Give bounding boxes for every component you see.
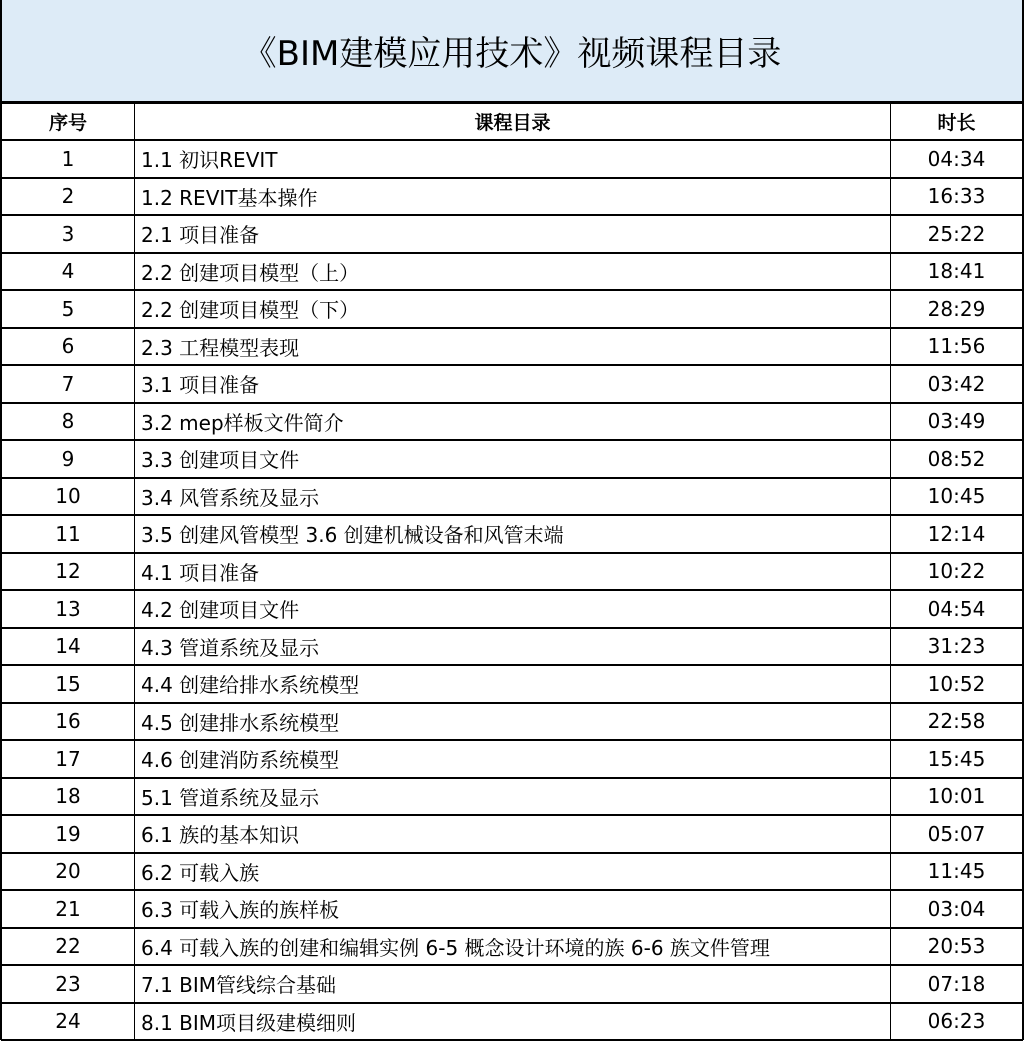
- table-row: [2, 328, 1023, 366]
- course-table: [1, 103, 1023, 1041]
- row-index: 18: [2, 778, 135, 816]
- table-row: [2, 403, 1023, 441]
- row-course: 6.2 可载入族: [135, 853, 891, 891]
- row-index: 6: [2, 328, 135, 366]
- header-course: 课程目录: [135, 104, 891, 141]
- row-index: 11: [2, 515, 135, 553]
- row-duration: 10:45: [891, 478, 1023, 516]
- table-row: [2, 590, 1023, 628]
- row-index: 2: [2, 178, 135, 216]
- table-row: [2, 740, 1023, 778]
- row-duration: 06:23: [891, 1003, 1023, 1041]
- table-row: [2, 778, 1023, 816]
- row-index: 4: [2, 253, 135, 291]
- table-row: [2, 665, 1023, 703]
- row-course: 4.1 项目准备: [135, 553, 891, 591]
- row-duration: 18:41: [891, 253, 1023, 291]
- row-course: 2.3 工程模型表现: [135, 328, 891, 366]
- row-index: 9: [2, 440, 135, 478]
- header-index: 序号: [2, 104, 135, 141]
- header-row: [2, 104, 1023, 141]
- table-row: [2, 628, 1023, 666]
- row-index: 20: [2, 853, 135, 891]
- row-index: 24: [2, 1003, 135, 1041]
- row-duration: 16:33: [891, 178, 1023, 216]
- row-course: 7.1 BIM管线综合基础: [135, 965, 891, 1003]
- row-course: 2.2 创建项目模型（上）: [135, 253, 891, 291]
- row-index: 12: [2, 553, 135, 591]
- row-duration: 15:45: [891, 740, 1023, 778]
- row-index: 3: [2, 215, 135, 253]
- row-index: 13: [2, 590, 135, 628]
- row-course: 4.3 管道系统及显示: [135, 628, 891, 666]
- row-course: 6.3 可载入族的族样板: [135, 890, 891, 928]
- row-course: 4.2 创建项目文件: [135, 590, 891, 628]
- table-row: [2, 215, 1023, 253]
- row-index: 23: [2, 965, 135, 1003]
- row-index: 8: [2, 403, 135, 441]
- row-course: 6.4 可载入族的创建和编辑实例 6-5 概念设计环境的族 6-6 族文件管理: [135, 928, 891, 966]
- row-index: 16: [2, 703, 135, 741]
- row-index: 17: [2, 740, 135, 778]
- row-duration: 04:54: [891, 590, 1023, 628]
- page-title: 《BIM建模应用技术》视频课程目录: [1, 0, 1023, 103]
- row-duration: 03:49: [891, 403, 1023, 441]
- row-course: 4.5 创建排水系统模型: [135, 703, 891, 741]
- table-row: [2, 815, 1023, 853]
- row-duration: 20:53: [891, 928, 1023, 966]
- table-row: [2, 1003, 1023, 1041]
- table-row: [2, 965, 1023, 1003]
- row-course: 4.4 创建给排水系统模型: [135, 665, 891, 703]
- row-duration: 04:34: [891, 140, 1023, 178]
- header-duration: 时长: [891, 104, 1023, 141]
- row-course: 3.1 项目准备: [135, 365, 891, 403]
- row-duration: 28:29: [891, 290, 1023, 328]
- row-duration: 05:07: [891, 815, 1023, 853]
- table-row: [2, 515, 1023, 553]
- row-course: 1.1 初识REVIT: [135, 140, 891, 178]
- row-index: 5: [2, 290, 135, 328]
- row-duration: 11:56: [891, 328, 1023, 366]
- table-row: [2, 853, 1023, 891]
- row-duration: 12:14: [891, 515, 1023, 553]
- row-index: 7: [2, 365, 135, 403]
- table-row: [2, 290, 1023, 328]
- table-row: [2, 253, 1023, 291]
- row-index: 10: [2, 478, 135, 516]
- row-course: 6.1 族的基本知识: [135, 815, 891, 853]
- row-duration: 03:04: [891, 890, 1023, 928]
- table-row: [2, 365, 1023, 403]
- table-row: [2, 890, 1023, 928]
- row-course: 2.2 创建项目模型（下）: [135, 290, 891, 328]
- row-duration: 25:22: [891, 215, 1023, 253]
- row-index: 1: [2, 140, 135, 178]
- row-course: 5.1 管道系统及显示: [135, 778, 891, 816]
- row-duration: 31:23: [891, 628, 1023, 666]
- table-row: [2, 478, 1023, 516]
- row-duration: 08:52: [891, 440, 1023, 478]
- row-course: 3.3 创建项目文件: [135, 440, 891, 478]
- table-row: [2, 553, 1023, 591]
- row-course: 3.4 风管系统及显示: [135, 478, 891, 516]
- table-row: [2, 178, 1023, 216]
- row-course: 1.2 REVIT基本操作: [135, 178, 891, 216]
- row-course: 3.5 创建风管模型 3.6 创建机械设备和风管末端: [135, 515, 891, 553]
- row-index: 14: [2, 628, 135, 666]
- table-row: [2, 440, 1023, 478]
- table-row: [2, 140, 1023, 178]
- row-duration: 10:01: [891, 778, 1023, 816]
- row-course: 4.6 创建消防系统模型: [135, 740, 891, 778]
- row-index: 22: [2, 928, 135, 966]
- row-index: 19: [2, 815, 135, 853]
- row-course: 2.1 项目准备: [135, 215, 891, 253]
- row-duration: 10:52: [891, 665, 1023, 703]
- row-index: 21: [2, 890, 135, 928]
- row-duration: 10:22: [891, 553, 1023, 591]
- table-row: [2, 928, 1023, 966]
- row-course: 8.1 BIM项目级建模细则: [135, 1003, 891, 1041]
- row-duration: 11:45: [891, 853, 1023, 891]
- row-index: 15: [2, 665, 135, 703]
- table-row: [2, 703, 1023, 741]
- row-duration: 22:58: [891, 703, 1023, 741]
- row-course: 3.2 mep样板文件简介: [135, 403, 891, 441]
- row-duration: 03:42: [891, 365, 1023, 403]
- row-duration: 07:18: [891, 965, 1023, 1003]
